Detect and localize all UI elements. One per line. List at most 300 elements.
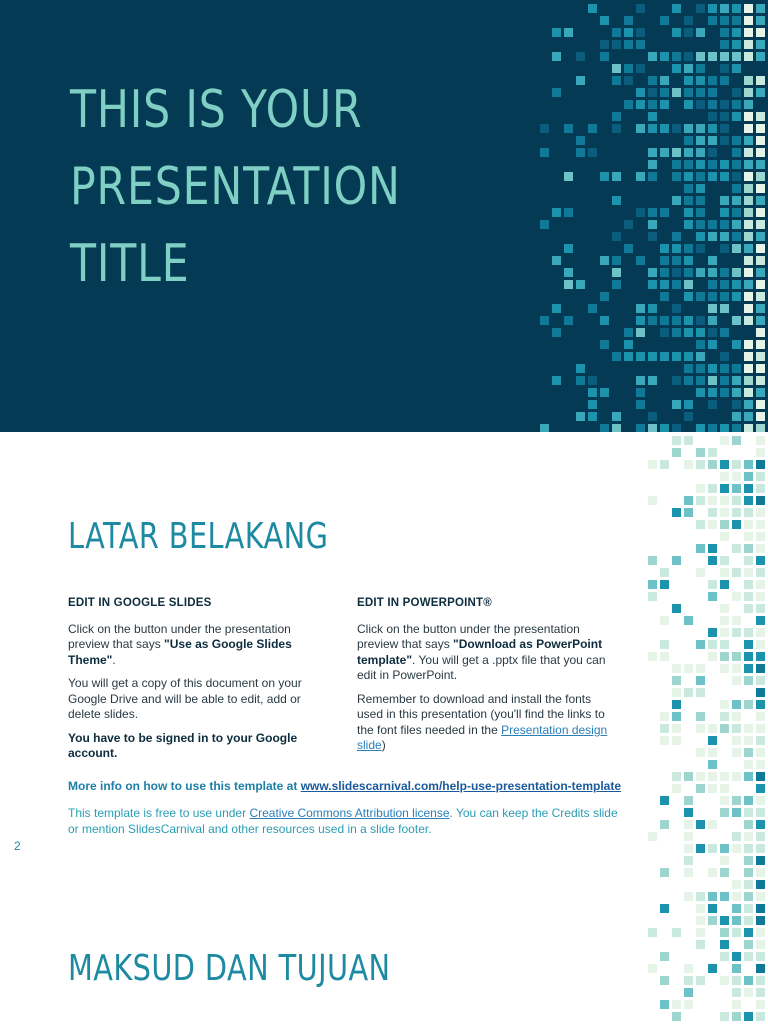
mosaic-pixel: [744, 424, 753, 432]
mosaic-pixel: [756, 580, 765, 589]
mosaic-pixel: [600, 52, 609, 61]
mosaic-pixel: [720, 928, 729, 937]
mosaic-pixel: [672, 664, 681, 673]
mosaic-pixel: [576, 376, 585, 385]
mosaic-pixel: [636, 4, 645, 13]
mosaic-pixel: [732, 208, 741, 217]
mosaic-pixel: [744, 256, 753, 265]
mosaic-pixel: [708, 52, 717, 61]
mosaic-pixel: [756, 688, 765, 697]
mosaic-pixel: [588, 388, 597, 397]
mosaic-pixel: [732, 832, 741, 841]
mosaic-pixel: [540, 424, 549, 432]
mosaic-pixel: [732, 40, 741, 49]
mosaic-pixel: [720, 580, 729, 589]
mosaic-pixel: [708, 4, 717, 13]
mosaic-pixel: [648, 832, 657, 841]
mosaic-pixel: [756, 208, 765, 217]
mosaic-pixel: [636, 172, 645, 181]
mosaic-pixel: [744, 292, 753, 301]
mosaic-pixel: [684, 988, 693, 997]
mosaic-pixel: [756, 916, 765, 925]
mosaic-pixel: [756, 76, 765, 85]
mosaic-pixel: [552, 52, 561, 61]
mosaic-pixel: [588, 376, 597, 385]
mosaic-pixel: [732, 520, 741, 529]
mosaic-pixel: [696, 976, 705, 985]
mosaic-pixel: [672, 508, 681, 517]
mosaic-pixel: [636, 352, 645, 361]
mosaic-pixel: [756, 928, 765, 937]
mosaic-pixel: [696, 892, 705, 901]
mosaic-pixel: [612, 280, 621, 289]
mosaic-pixel: [732, 772, 741, 781]
mosaic-pixel: [696, 376, 705, 385]
mosaic-pixel: [756, 976, 765, 985]
mosaic-pixel: [744, 472, 753, 481]
mosaic-pixel: [600, 388, 609, 397]
mosaic-pixel: [720, 28, 729, 37]
mosaic-pixel: [576, 76, 585, 85]
mosaic-pixel: [648, 316, 657, 325]
mosaic-pixel: [648, 580, 657, 589]
mosaic-pixel: [672, 724, 681, 733]
mosaic-pixel: [732, 928, 741, 937]
mosaic-pixel: [696, 448, 705, 457]
mosaic-pixel: [624, 40, 633, 49]
mosaic-pixel: [672, 436, 681, 445]
mosaic-pixel: [660, 268, 669, 277]
mosaic-pixel: [684, 844, 693, 853]
mosaic-pixel: [708, 904, 717, 913]
mosaic-pixel: [756, 868, 765, 877]
mosaic-pixel: [720, 652, 729, 661]
mosaic-pixel: [708, 280, 717, 289]
mosaic-pixel: [684, 868, 693, 877]
mosaic-pixel: [696, 688, 705, 697]
powerpoint-p1: [357, 622, 615, 684]
mosaic-pixel: [756, 832, 765, 841]
mosaic-pixel: [720, 64, 729, 73]
mosaic-pixel: [756, 28, 765, 37]
mosaic-pixel: [648, 100, 657, 109]
mosaic-pixel: [684, 436, 693, 445]
mosaic-pixel: [732, 100, 741, 109]
mosaic-pixel: [744, 940, 753, 949]
mosaic-pixel: [744, 196, 753, 205]
mosaic-pixel: [720, 808, 729, 817]
mosaic-pixel: [732, 628, 741, 637]
mosaic-pixel: [756, 844, 765, 853]
mosaic-pixel: [636, 256, 645, 265]
mosaic-pixel: [684, 76, 693, 85]
mosaic-pixel: [696, 28, 705, 37]
creative-commons-link[interactable]: Creative Commons Attribution license: [249, 806, 450, 820]
mosaic-pixel: [684, 364, 693, 373]
mosaic-pixel: [684, 964, 693, 973]
mosaic-pixel: [648, 412, 657, 421]
mosaic-pixel: [696, 772, 705, 781]
mosaic-pixel: [672, 148, 681, 157]
mosaic-pixel: [624, 220, 633, 229]
mosaic-pixel: [756, 556, 765, 565]
mosaic-pixel: [672, 400, 681, 409]
mosaic-pixel: [744, 556, 753, 565]
mosaic-pixel: [708, 100, 717, 109]
mosaic-pixel: [732, 136, 741, 145]
mosaic-pixel: [672, 160, 681, 169]
mosaic-pixel: [648, 52, 657, 61]
section-heading-maksud-dan-tujuan: MAKSUD DAN TUJUAN: [68, 948, 391, 989]
mosaic-pixel: [588, 148, 597, 157]
mosaic-pixel: [624, 244, 633, 253]
mosaic-pixel: [696, 424, 705, 432]
mosaic-pixel: [756, 520, 765, 529]
mosaic-pixel: [636, 424, 645, 432]
mosaic-pixel: [648, 208, 657, 217]
mosaic-pixel: [684, 124, 693, 133]
mosaic-pixel: [684, 328, 693, 337]
mosaic-pixel: [696, 76, 705, 85]
mosaic-pixel: [660, 712, 669, 721]
mosaic-pixel: [696, 940, 705, 949]
mosaic-pixel: [720, 52, 729, 61]
mosaic-pixel: [756, 220, 765, 229]
mosaic-pixel: [684, 256, 693, 265]
mosaic-pixel: [600, 340, 609, 349]
mosaic-pixel: [744, 904, 753, 913]
mosaic-pixel: [696, 292, 705, 301]
mosaic-pixel: [672, 52, 681, 61]
mosaic-pixel: [720, 172, 729, 181]
mosaic-pixel: [744, 532, 753, 541]
mosaic-pixel: [600, 16, 609, 25]
mosaic-pixel: [756, 1000, 765, 1009]
mosaic-pixel: [672, 268, 681, 277]
mosaic-pixel: [756, 172, 765, 181]
mosaic-pixel: [672, 232, 681, 241]
mosaic-pixel: [648, 280, 657, 289]
mosaic-pixel: [732, 196, 741, 205]
mosaic-pixel: [696, 316, 705, 325]
mosaic-pixel: [732, 52, 741, 61]
mosaic-pixel: [744, 676, 753, 685]
mosaic-pixel: [636, 124, 645, 133]
mosaic-pixel: [732, 472, 741, 481]
mosaic-pixel: [672, 688, 681, 697]
mosaic-pixel: [756, 448, 765, 457]
mosaic-pixel: [756, 88, 765, 97]
mosaic-pixel: [732, 508, 741, 517]
mosaic-pixel: [624, 100, 633, 109]
mosaic-pixel: [660, 868, 669, 877]
mosaic-pixel: [744, 916, 753, 925]
mosaic-pixel: [600, 316, 609, 325]
mosaic-pixel: [696, 232, 705, 241]
mosaic-pixel: [672, 700, 681, 709]
mosaic-pixel: [708, 496, 717, 505]
mosaic-pixel: [756, 664, 765, 673]
mosaic-pixel: [708, 724, 717, 733]
mosaic-pixel: [732, 4, 741, 13]
mosaic-pixel: [672, 304, 681, 313]
mosaic-pixel: [744, 568, 753, 577]
mosaic-pixel: [660, 820, 669, 829]
mosaic-pixel: [624, 28, 633, 37]
mosaic-pixel: [708, 292, 717, 301]
mosaic-pixel: [744, 244, 753, 253]
mosaic-pixel: [696, 844, 705, 853]
mosaic-pixel: [612, 112, 621, 121]
mosaic-pixel: [720, 856, 729, 865]
mosaic-pixel: [672, 784, 681, 793]
mosaic-pixel: [744, 352, 753, 361]
mosaic-pixel: [672, 736, 681, 745]
mosaic-pixel: [732, 916, 741, 925]
mosaic-pixel: [720, 244, 729, 253]
mosaic-pixel: [756, 964, 765, 973]
mosaic-pixel: [744, 976, 753, 985]
mosaic-pixel: [672, 280, 681, 289]
mosaic-pixel: [552, 304, 561, 313]
mosaic-pixel: [744, 76, 753, 85]
mosaic-pixel: [732, 616, 741, 625]
mosaic-pixel: [744, 988, 753, 997]
mosaic-pixel: [588, 124, 597, 133]
mosaic-pixel: [732, 160, 741, 169]
mosaic-pixel: [660, 724, 669, 733]
mosaic-pixel: [720, 484, 729, 493]
mosaic-pixel: [636, 64, 645, 73]
mosaic-pixel: [744, 892, 753, 901]
mosaic-pixel: [744, 952, 753, 961]
mosaic-pixel: [756, 796, 765, 805]
more-info-line: [68, 779, 628, 793]
mosaic-pixel: [684, 892, 693, 901]
mosaic-pixel: [756, 880, 765, 889]
mosaic-pixel: [756, 40, 765, 49]
mosaic-pixel: [744, 100, 753, 109]
mosaic-pixel: [756, 724, 765, 733]
mosaic-pixel: [732, 316, 741, 325]
mosaic-pixel: [696, 160, 705, 169]
mosaic-pixel: [696, 460, 705, 469]
mosaic-pixel: [696, 712, 705, 721]
mosaic-pixel: [696, 352, 705, 361]
mosaic-pixel: [744, 412, 753, 421]
mosaic-pixel: [672, 28, 681, 37]
mosaic-pixel: [540, 220, 549, 229]
mosaic-pixel: [732, 652, 741, 661]
mosaic-pixel: [696, 928, 705, 937]
mosaic-pixel: [672, 256, 681, 265]
mosaic-pixel: [552, 88, 561, 97]
mosaic-pixel: [744, 400, 753, 409]
mosaic-pixel: [756, 424, 765, 432]
mosaic-pixel: [708, 148, 717, 157]
mosaic-pixel: [672, 376, 681, 385]
mosaic-pixel: [732, 340, 741, 349]
mosaic-pixel: [612, 64, 621, 73]
google-slides-p1-text: Click on the button under the presentation preview that says: [68, 621, 291, 651]
mosaic-pixel: [672, 424, 681, 432]
mosaic-pixel: [708, 268, 717, 277]
mosaic-pixel: [660, 640, 669, 649]
mosaic-pixel: [756, 784, 765, 793]
mosaic-pixel: [684, 400, 693, 409]
mosaic-pixel: [744, 268, 753, 277]
mosaic-pixel: [744, 544, 753, 553]
mosaic-pixel: [744, 496, 753, 505]
mosaic-pixel: [612, 256, 621, 265]
mosaic-pixel: [708, 964, 717, 973]
presentation-design-slide-link[interactable]: Presentation design slide: [357, 722, 608, 752]
mosaic-pixel: [672, 1000, 681, 1009]
mosaic-pixel: [756, 568, 765, 577]
mosaic-pixel: [672, 676, 681, 685]
mosaic-pixel: [756, 352, 765, 361]
mosaic-pixel: [720, 268, 729, 277]
mosaic-pixel: [672, 64, 681, 73]
mosaic-pixel: [720, 568, 729, 577]
mosaic-pixel: [696, 748, 705, 757]
mosaic-pixel: [732, 364, 741, 373]
mosaic-pixel: [756, 388, 765, 397]
mosaic-pixel: [624, 352, 633, 361]
mosaic-pixel: [636, 328, 645, 337]
mosaic-pixel: [696, 388, 705, 397]
mosaic-pixel: [744, 856, 753, 865]
mosaic-pixel: [612, 352, 621, 361]
mosaic-pixel: [552, 208, 561, 217]
mosaic-pixel: [540, 316, 549, 325]
mosaic-pixel: [660, 100, 669, 109]
mosaic-pixel: [756, 604, 765, 613]
mosaic-pixel: [756, 736, 765, 745]
mosaic-pixel: [708, 136, 717, 145]
mosaic-pixel: [744, 772, 753, 781]
mosaic-pixel: [720, 304, 729, 313]
mosaic-pixel: [588, 412, 597, 421]
mosaic-pixel: [720, 100, 729, 109]
mosaic-pixel: [732, 700, 741, 709]
mosaic-pixel: [744, 124, 753, 133]
mosaic-pixel: [732, 412, 741, 421]
mosaic-pixel: [564, 268, 573, 277]
mosaic-pixel: [708, 460, 717, 469]
mosaic-pixel: [564, 208, 573, 217]
mosaic-pixel: [756, 904, 765, 913]
mosaic-pixel: [720, 292, 729, 301]
mosaic-pixel: [612, 412, 621, 421]
mosaic-pixel: [708, 256, 717, 265]
mosaic-pixel: [552, 328, 561, 337]
page-number: 2: [14, 839, 21, 853]
mosaic-pixel: [624, 16, 633, 25]
mosaic-pixel: [720, 124, 729, 133]
powerpoint-column: [357, 596, 615, 762]
mosaic-pixel: [744, 340, 753, 349]
google-slides-p3: [68, 731, 326, 762]
mosaic-pixel: [684, 64, 693, 73]
mosaic-pixel: [732, 724, 741, 733]
mosaic-pixel: [720, 628, 729, 637]
mosaic-pixel: [672, 772, 681, 781]
mosaic-pixel: [624, 340, 633, 349]
mosaic-pixel: [744, 388, 753, 397]
mosaic-pixel: [732, 232, 741, 241]
mosaic-pixel: [720, 712, 729, 721]
mosaic-pixel: [696, 124, 705, 133]
mosaic-pixel: [684, 412, 693, 421]
mosaic-pixel: [744, 640, 753, 649]
mosaic-pixel: [720, 424, 729, 432]
mosaic-pixel: [756, 340, 765, 349]
mosaic-pixel: [732, 976, 741, 985]
mosaic-pixel: [672, 4, 681, 13]
mosaic-pixel: [720, 976, 729, 985]
mosaic-pixel: [708, 76, 717, 85]
mosaic-pixel: [744, 832, 753, 841]
mosaic-pixel: [648, 556, 657, 565]
mosaic-pixel: [744, 304, 753, 313]
mosaic-pixel: [720, 556, 729, 565]
mosaic-pixel: [648, 352, 657, 361]
mosaic-pixel: [720, 364, 729, 373]
mosaic-pixel: [756, 628, 765, 637]
mosaic-pixel: [732, 16, 741, 25]
mosaic-pixel: [744, 88, 753, 97]
mosaic-pixel: [648, 76, 657, 85]
mosaic-pixel: [732, 112, 741, 121]
mosaic-pixel: [744, 700, 753, 709]
mosaic-pixel: [732, 244, 741, 253]
title-line-1: THIS IS YOUR: [70, 80, 363, 140]
mosaic-pixel: [696, 148, 705, 157]
google-slides-p1: [68, 622, 326, 669]
mosaic-pixel: [720, 376, 729, 385]
mosaic-pixel: [708, 544, 717, 553]
mosaic-pixel: [720, 4, 729, 13]
mosaic-pixel: [732, 736, 741, 745]
mosaic-pixel: [672, 88, 681, 97]
mosaic-pixel: [708, 520, 717, 529]
mosaic-pixel: [684, 832, 693, 841]
mosaic-pixel: [756, 808, 765, 817]
mosaic-pixel: [684, 976, 693, 985]
mosaic-pixel: [708, 652, 717, 661]
mosaic-pixel: [732, 880, 741, 889]
powerpoint-heading: EDIT IN POWERPOINT®: [357, 597, 492, 609]
mosaic-pixel: [744, 208, 753, 217]
title-line-2: PRESENTATION: [70, 157, 401, 217]
mosaic-pixel: [732, 400, 741, 409]
mosaic-pixel: [732, 484, 741, 493]
mosaic-pixel: [660, 124, 669, 133]
mosaic-pixel: [756, 376, 765, 385]
help-url-link[interactable]: www.slidescarnival.com/help-use-presentation-template: [300, 779, 621, 793]
mosaic-pixel: [648, 304, 657, 313]
mosaic-pixel: [636, 316, 645, 325]
mosaic-pixel: [576, 364, 585, 373]
mosaic-pixel: [684, 664, 693, 673]
mosaic-pixel: [660, 148, 669, 157]
mosaic-pixel: [756, 184, 765, 193]
mosaic-pixel: [732, 796, 741, 805]
mosaic-pixel: [756, 1012, 765, 1021]
mosaic-pixel: [696, 820, 705, 829]
mosaic-pixel: [588, 304, 597, 313]
